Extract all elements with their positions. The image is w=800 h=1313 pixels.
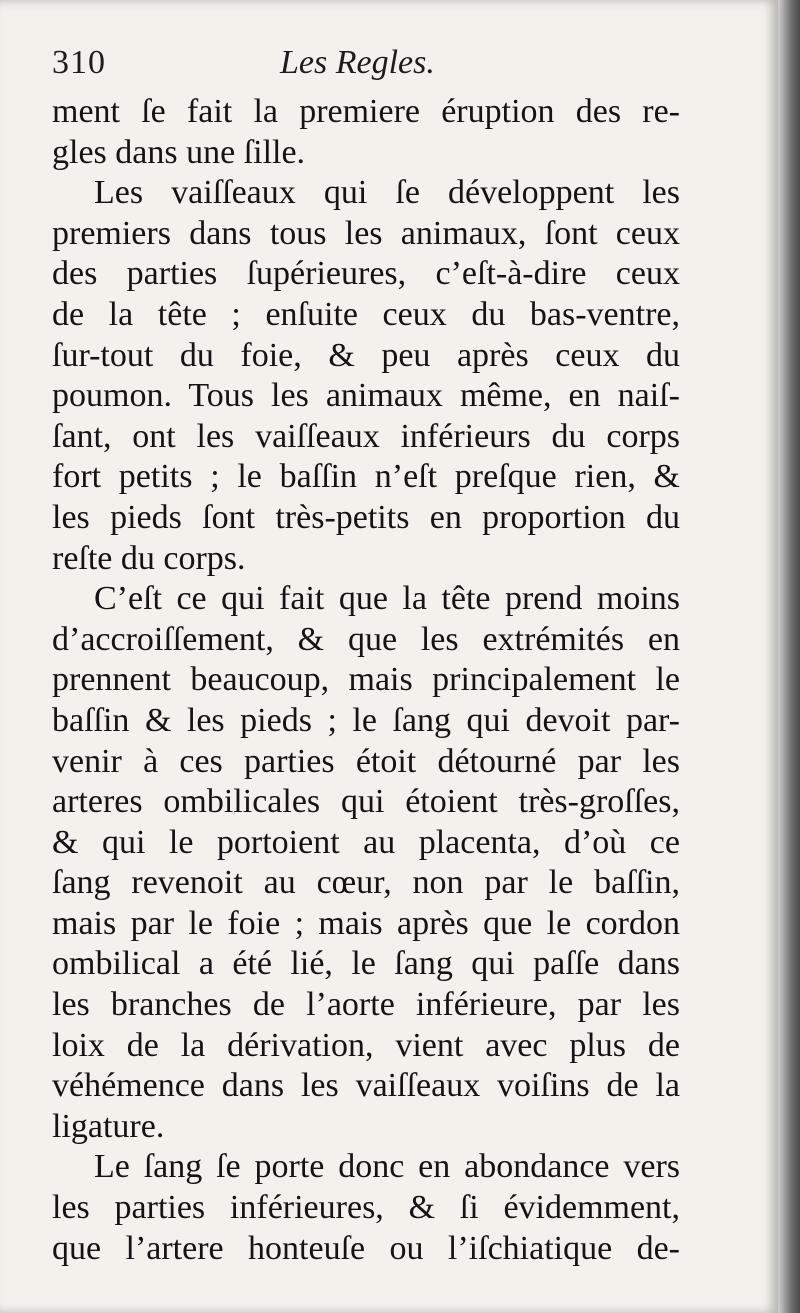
text-line: mais par le foie ; mais après que le cordon: [52, 904, 680, 942]
text-line: les parties inférieures, & ſi évidemment,: [52, 1189, 680, 1227]
text-line: reſte du corps.: [52, 539, 246, 577]
body-text: [52, 92, 680, 1269]
text-line: des parties ſupérieures, c’eſt-à-dire ceux: [52, 255, 680, 293]
text-line: les pieds ſont très-petits en proportion du: [52, 498, 680, 536]
text-line: prennent beaucoup, mais principalement le: [52, 661, 680, 699]
text-line: poumon. Tous les animaux même, en naiſ-: [52, 377, 680, 415]
text-line: de la tête ; enſuite ceux du bas-ventre,: [52, 295, 680, 333]
text-line: C’eſt ce qui fait que la tête prend moins: [94, 580, 680, 618]
text-line: ment ſe fait la premiere éruption des re-: [52, 93, 680, 130]
text-line: Le ſang ſe porte donc en abondance vers: [94, 1148, 680, 1186]
text-line: que l’artere honteuſe ou l’iſchiatique de-: [52, 1229, 680, 1267]
text-line: ſang revenoit au cœur, non par le baſſin,: [52, 864, 680, 902]
text-line: Les vaiſſeaux qui ſe développent les: [94, 174, 680, 212]
page-number: 310: [52, 44, 106, 81]
running-title: Les Regles.: [280, 44, 435, 81]
text-line: loix de la dérivation, vient avec plus de: [52, 1026, 680, 1064]
text-line: gles dans une ſille.: [52, 133, 306, 171]
text-line: ſur-tout du foie, & peu après ceux du: [52, 336, 680, 374]
text-line: les branches de l’aorte inférieure, par les: [52, 986, 680, 1024]
text-line: & qui le portoient au placenta, d’où ce: [52, 823, 680, 861]
page-header: [52, 44, 692, 94]
text-line: fort petits ; le baſſin n’eſt preſque rien, &: [52, 458, 680, 496]
text-line: venir à ces parties étoit détourné par les: [52, 742, 680, 780]
text-line: ombilical a été lié, le ſang qui paſſe dans: [52, 945, 680, 983]
text-line: d’accroiſſement, & que les extrémités en: [52, 620, 680, 658]
text-line: arteres ombilicales qui étoient très-groſſes,: [52, 783, 680, 821]
text-line: véhémence dans les vaiſſeaux voiſins de la: [52, 1067, 680, 1105]
text-line: ligature.: [52, 1107, 165, 1145]
text-line: baſſin & les pieds ; le ſang qui devoit par-: [52, 701, 680, 739]
text-line: premiers dans tous les animaux, ſont ceux: [52, 214, 680, 252]
text-line: ſant, ont les vaiſſeaux inférieurs du corps: [52, 417, 680, 455]
book-gutter-shadow: [778, 0, 800, 1313]
